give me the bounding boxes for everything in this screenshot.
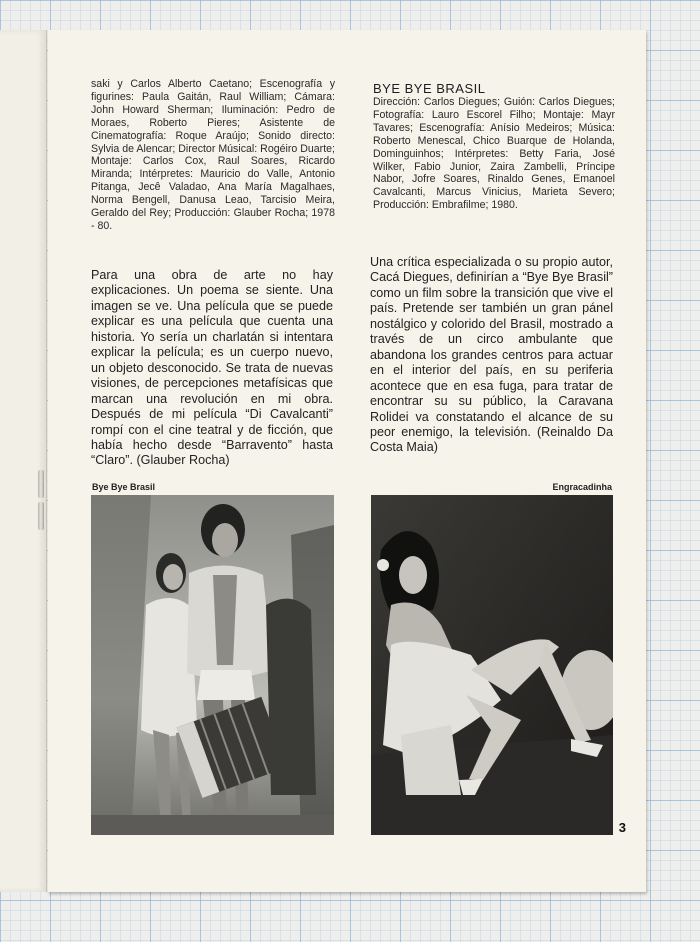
credits-continued: saki y Carlos Alberto Caetano; Escenografía y figurines: Paula Gaitán, Raul William; Cámara: John Howard Sherman; Iluminación: Pedro de Moraes, Roberto Pieres; Asistente de Cinematografía: Roque Araújo; Sonido directo: Sylvia de Alencar; Director Músical: Rogéiro Duarte; Montaje: Carlos Cox, Raul Soares, Ricardo Miranda; Intérpretes: Mauricio do Valle, Antonio Pitanga, Jecê Valadao, Ana María Magalhaes, Norma Bengell, Danusa Leao, Tarcisio Meira, Geraldo del Rey; Producción: Glauber Rocha; 1978 - 80. <box>91 78 335 232</box>
previous-page-edge <box>0 30 47 892</box>
page-number: 3 <box>618 820 626 835</box>
photo-caption-left: Bye Bye Brasil <box>92 482 156 492</box>
director-quote: Para una obra de arte no hay explicaciones. Un poema se siente. Una imagen se ve. Una película que se puede explicar es una película que cuenta una historia. Yo sería un charlatán si intentara explicar la película; es un cuerpo nuevo, un objeto desconocido. Se trata de nuevas visiones, de percepciones metafísicas que marcan una revolución en mi obra. Después de mi película “Di Cavalcanti” rompí con el cine teatral y de ficción, que había hecho desde “Barravento” hasta “Claro”. (Glauber Rocha) <box>91 268 333 468</box>
critic-review: Una crítica especializada o su propio autor, Cacá Diegues, definirían a “Bye Bye Brasil” como un film sobre la transición que vive el país. Pretende ser también un gran pánel nostálgico y colorido del Brasil, mostrado a través de un circo ambulante que abandona los grandes centros para actuar en el interior del país, en su periferia acontece que en esa fuga, para tratar de encontrar su su público, la Caravana Rolidei va constatando el alcance de su peor enemigo, la televisión. (Reinaldo Da Costa Maia) <box>370 255 613 455</box>
film-still-photo-right <box>371 495 613 835</box>
film-credits: Dirección: Carlos Diegues; Guión: Carlos Diegues; Fotografía: Lauro Escorel Filho; Montaje: Mayr Tavares; Escenografía: Anísio Medeiros; Música: Roberto Menescal, Chico Buarque de Holanda, Dominguinhos; Intérpretes: Betty Faria, José Wilker, Fabio Junior, Zaira Zambelli, Príncipe Nabor, Jofre Soares, Rinaldo Genes, Emanoel Cavalcanti, Marcus Vinicius, Marieta Severo; Producción: Embrafilme; 1980. <box>373 96 615 212</box>
photo-caption-right: Engracadinha <box>552 482 612 492</box>
film-title: BYE BYE BRASIL <box>373 81 486 96</box>
staple-upper <box>38 470 44 498</box>
booklet-page <box>48 30 646 892</box>
staple-lower <box>38 502 44 530</box>
film-still-photo-left <box>91 495 334 835</box>
